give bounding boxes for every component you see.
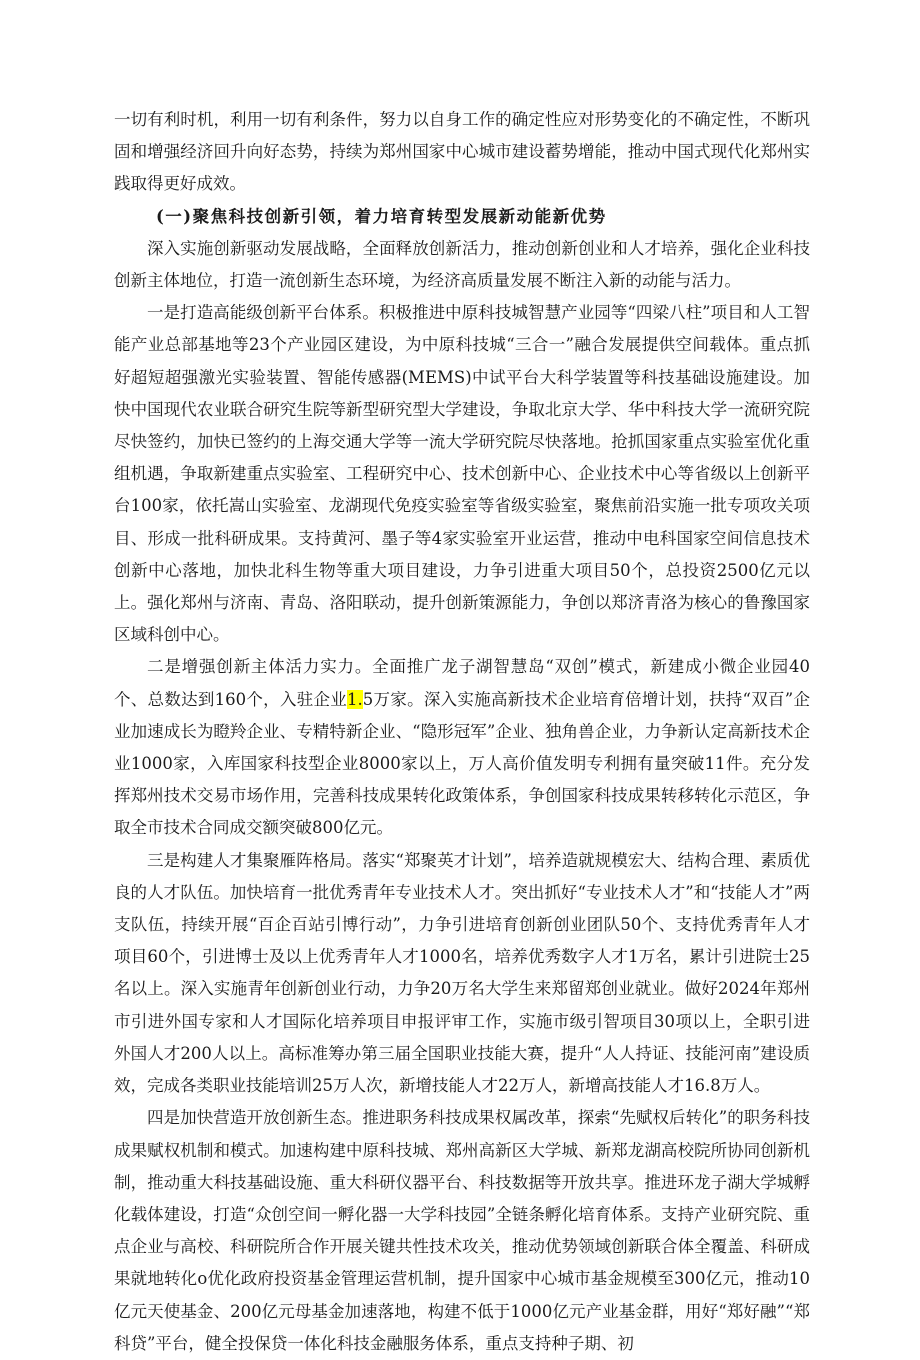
highlighted-text: 1. (347, 689, 363, 709)
paragraph-intro-continuation: 一切有利时机，利用一切有利条件，努力以自身工作的确定性应对形势变化的不确定性，不断巩固和增强经济回升向好态势，持续为郑州国家中心城市建设蓄势增能，推动中国式现代化郑州实践取得更好成效。 (114, 110, 810, 194)
paragraph-innovation-platform: 一是打造高能级创新平台体系。积极推进中原科技城智慧产业园等“四梁八柱”项目和人工智能产业总部基地等23个产业园区建设，为中原科技城“三合一”融合发展提供空间载体。重点抓好超短超强激光实验装置、智能传感器(MEMS)中试平台大科学装置等科技基础设施建设。加快中国现代农业联合研究生院等新型研究型大学建设，争取北京大学、华中科技大学一流研究院尽快签约，加快已签约的上海交通大学等一流大学研究院尽快落地。抢抓国家重点实验室优化重组机遇，争取新建重点实验室、工程研究中心、技术创新中心、企业技术中心等省级以上创新平台100家，依托嵩山实验室、龙湖现代免疫实验室等省级实验室，聚焦前沿实施一批专项攻关项目、形成一批科研成果。支持黄河、墨子等4家实验室开业运营，推动中电科国家空间信息技术创新中心落地，加快北科生物等重大项目建设，力争引进重大项目50个，总投资2500亿元以上。强化郑州与济南、青岛、洛阳联动，提升创新策源能力，争创以郑济青洛为核心的鲁豫国家区域科创中心。 (114, 303, 810, 645)
text-segment: 5万家。深入实施高新技术企业培育倍增计划，扶持“双百”企业加速成长为瞪羚企业、专精特新企业、“隐形冠军”企业、独角兽企业，力争新认定高新技术企业1000家，入库国家科技型企业8000家以上，万人高价值发明专利拥有量突破11件。充分发挥郑州技术交易市场作用，完善科技成果转化政策体系，争创国家科技成果转移转化示范区，争取全市技术合同成交额突破800亿元。 (114, 689, 810, 838)
paragraph-innovation-entities (114, 651, 810, 844)
paragraph-talent: 三是构建人才集聚雁阵格局。落实“郑聚英才计划”，培养造就规模宏大、结构合理、素质优良的人才队伍。加快培育一批优秀青年专业技术人才。突出抓好“专业技术人才”和“技能人才”两支队伍，持续开展“百企百站引博行动”，力争引进培育创新创业团队50个、支持优秀青年人才项目60个，引进博士及以上优秀青年人才1000名，培养优秀数字人才1万名，累计引进院士25名以上。深入实施青年创新创业行动，力争20万名大学生来郑留郑创业就业。做好2024年郑州市引进外国专家和人才国际化培养项目申报评审工作，实施市级引智项目30项以上，全职引进外国人才200人以上。高标准筹办第三届全国职业技能大赛，提升“人人持证、技能河南”建设质效，完成各类职业技能培训25万人次，新增技能人才22万人，新增高技能人才16.8万人。 (114, 850, 810, 1096)
section-heading: (一)聚焦科技创新引领，着力培育转型发展新动能新优势 (156, 206, 607, 226)
paragraph-open-innovation: 四是加快营造开放创新生态。推进职务科技成果权属改革，探索“先赋权后转化”的职务科技成果赋权机制和模式。加速构建中原科技城、郑州高新区大学城、新郑龙湖高校院所协同创新机制，推动重大科技基础设施、重大科研仪器平台、科技数据等开放共享。推进环龙子湖大学城孵化载体建设，打造“众创空间一孵化器一大学科技园”全链条孵化培育体系。支持产业研究院、重点企业与高校、科研院所合作开展关键共性技术攻关，推动优势领域创新联合体全覆盖、科研成果就地转化o优化政府投资基金管理运营机制，提升国家中心城市基金规模至300亿元，推动10亿元天使基金、200亿元母基金加速落地，构建不低于1000亿元产业基金群，用好“郑好融”“郑科贷”平台，健全投保贷一体化科技金融服务体系，重点支持种子期、初 (114, 1108, 810, 1353)
paragraph-overview: 深入实施创新驱动发展战略，全面释放创新活力，推动创新创业和人才培养，强化企业科技创新主体地位，打造一流创新生态环境，为经济高质量发展不断注入新的动能与活力。 (114, 238, 810, 291)
text-segment: 二是增强创新主体活力实力。全面推广龙子湖智慧岛“双创”模式，新建成小微企业园40个、总数达到160个，入驻企业 (114, 657, 810, 709)
document-body (114, 104, 810, 1360)
